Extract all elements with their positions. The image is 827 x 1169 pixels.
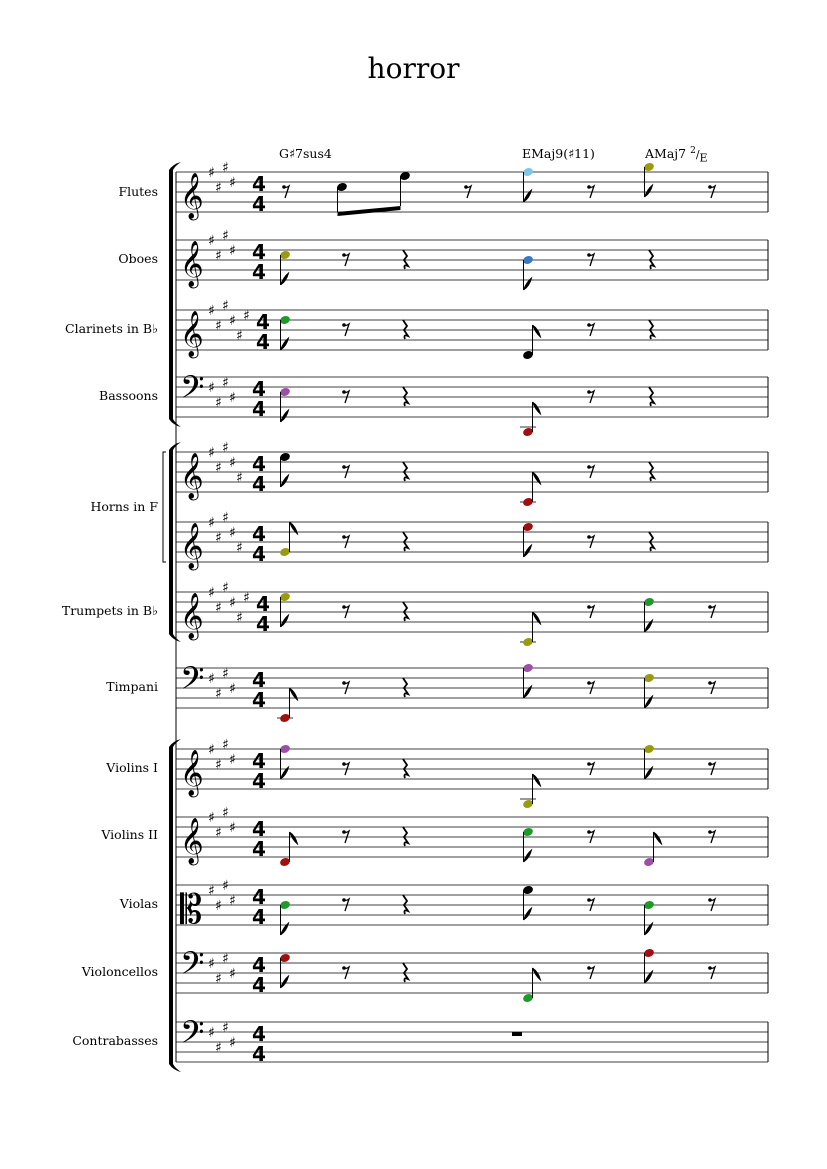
note-flag	[645, 185, 653, 197]
eighth-rest-dot	[587, 830, 591, 834]
eighth-rest-dot	[708, 185, 712, 189]
bracket-strings	[169, 747, 173, 1064]
time-signature-numerator: 4	[252, 522, 266, 546]
eighth-rest-dot	[342, 253, 346, 257]
key-signature-sharp: ♯	[222, 228, 229, 244]
key-signature-sharp: ♯	[222, 580, 229, 596]
bass-clef-icon: 𝄢	[180, 369, 205, 413]
time-signature-denominator: 4	[252, 837, 266, 861]
eighth-rest-dot	[587, 465, 591, 469]
note-beam	[338, 206, 401, 216]
key-signature-sharp: ♯	[236, 540, 243, 556]
treble-clef-icon: 𝄞	[180, 173, 204, 219]
chord-symbol-3: AMaj7 $^2/_E$	[645, 146, 708, 165]
time-signature-denominator: 4	[252, 1042, 266, 1066]
bracket-woodwinds-top	[169, 162, 181, 170]
time-signature-numerator: 4	[252, 172, 266, 196]
key-signature-sharp: ♯	[243, 308, 250, 324]
note-flag	[281, 475, 289, 487]
key-signature-sharp: ♯	[208, 303, 215, 319]
key-signature-sharp: ♯	[229, 752, 236, 768]
quarter-rest	[649, 250, 654, 269]
chord-symbol-3-bass: E	[699, 151, 708, 165]
bracket-woodwinds-bottom	[169, 419, 181, 427]
key-signature-sharp: ♯	[229, 455, 236, 471]
eighth-rest-dot	[282, 185, 286, 189]
eighth-rest-dot	[342, 966, 346, 970]
time-signature-numerator: 4	[252, 885, 266, 909]
key-signature-sharp: ♯	[222, 666, 229, 682]
time-signature-denominator: 4	[256, 330, 270, 354]
bracket-strings-top	[169, 739, 181, 747]
chord-symbol-3-text: AMaj7	[645, 146, 687, 162]
quarter-rest	[403, 462, 408, 481]
key-signature-sharp: ♯	[208, 445, 215, 461]
time-signature-denominator: 4	[252, 542, 266, 566]
eighth-rest-dot	[342, 898, 346, 902]
note-flag	[524, 545, 532, 557]
time-signature-numerator: 4	[252, 240, 266, 264]
time-signature-numerator: 4	[252, 452, 266, 476]
bracket-woodwinds	[169, 170, 173, 419]
key-signature-sharp: ♯	[215, 180, 222, 196]
key-signature-sharp: ♯	[208, 810, 215, 826]
eighth-rest-dot	[464, 185, 468, 189]
key-signature-sharp: ♯	[236, 328, 243, 344]
key-signature-sharp: ♯	[208, 380, 215, 396]
eighth-rest-dot	[587, 681, 591, 685]
note-flag	[533, 774, 541, 786]
time-signature-numerator: 4	[252, 749, 266, 773]
quarter-rest	[403, 759, 408, 778]
eighth-rest-dot	[342, 390, 346, 394]
quarter-rest	[649, 387, 654, 406]
eighth-rest-dot	[587, 185, 591, 189]
time-signature-numerator: 4	[252, 377, 266, 401]
key-signature-sharp: ♯	[229, 966, 236, 982]
bracket-strings-bottom	[169, 1064, 181, 1072]
eighth-rest-dot	[587, 762, 591, 766]
time-signature-denominator: 4	[252, 397, 266, 421]
key-signature-sharp: ♯	[222, 160, 229, 176]
time-signature-numerator: 4	[252, 1022, 266, 1046]
instrument-label-trumpets: Trumpets in B♭	[61, 603, 158, 618]
time-signature-numerator: 4	[252, 953, 266, 977]
chord-symbol-2-text: EMaj9(♯11)	[522, 146, 595, 161]
time-signature-numerator: 4	[252, 668, 266, 692]
eighth-rest-dot	[342, 830, 346, 834]
quarter-rest	[649, 320, 654, 339]
eighth-rest-dot	[708, 762, 712, 766]
note-flag	[533, 402, 541, 414]
eighth-rest-dot	[708, 605, 712, 609]
key-signature-sharp: ♯	[215, 1040, 222, 1056]
instrument-label-horns: Horns in F	[90, 499, 158, 514]
instrument-label-timpani: Timpani	[106, 679, 158, 694]
instrument-label-clarinets: Clarinets in B♭	[65, 321, 158, 336]
key-signature-sharp: ♯	[222, 375, 229, 391]
note-flag	[533, 968, 541, 980]
key-signature-sharp: ♯	[229, 525, 236, 541]
quarter-rest	[403, 320, 408, 339]
eighth-rest-dot	[342, 681, 346, 685]
treble-clef-icon: 𝄞	[180, 818, 204, 864]
time-signature-numerator: 4	[252, 817, 266, 841]
treble-clef-icon: 𝄞	[180, 453, 204, 499]
horns-group-brace	[163, 452, 166, 562]
eighth-rest-dot	[587, 966, 591, 970]
eighth-rest-dot	[587, 535, 591, 539]
instrument-label-contrabasses: Contrabasses	[72, 1033, 158, 1048]
bracket-brass-top	[169, 442, 181, 450]
treble-clef-icon: 𝄞	[180, 241, 204, 287]
key-signature-sharp: ♯	[229, 1035, 236, 1051]
key-signature-sharp: ♯	[215, 757, 222, 773]
eighth-rest-dot	[708, 966, 712, 970]
quarter-rest	[403, 250, 408, 269]
time-signature-denominator: 4	[252, 260, 266, 284]
key-signature-sharp: ♯	[215, 898, 222, 914]
key-signature-sharp: ♯	[208, 515, 215, 531]
key-signature-sharp: ♯	[215, 395, 222, 411]
key-signature-sharp: ♯	[215, 600, 222, 616]
time-signature-denominator: 4	[252, 905, 266, 929]
key-signature-sharp: ♯	[208, 1025, 215, 1041]
eighth-rest-dot	[342, 762, 346, 766]
time-signature-denominator: 4	[252, 769, 266, 793]
key-signature-sharp: ♯	[222, 510, 229, 526]
note-flag	[281, 976, 289, 988]
quarter-rest	[403, 532, 408, 551]
eighth-rest-dot	[587, 898, 591, 902]
alto-clef-icon: 𝄡	[180, 887, 203, 933]
key-signature-sharp: ♯	[229, 595, 236, 611]
time-signature-denominator: 4	[252, 472, 266, 496]
instrument-label-violas: Violas	[119, 896, 158, 911]
key-signature-sharp: ♯	[236, 610, 243, 626]
time-signature-denominator: 4	[252, 973, 266, 997]
time-signature-numerator: 4	[256, 592, 270, 616]
note-flag	[654, 832, 662, 844]
key-signature-sharp: ♯	[215, 318, 222, 334]
key-signature-sharp: ♯	[215, 460, 222, 476]
quarter-rest	[403, 678, 408, 697]
time-signature-denominator: 4	[256, 612, 270, 636]
key-signature-sharp: ♯	[222, 878, 229, 894]
instrument-label-bassoons: Bassoons	[99, 388, 158, 403]
instrument-label-violins-2: Violins II	[101, 827, 158, 842]
eighth-rest-dot	[708, 830, 712, 834]
instrument-label-flutes: Flutes	[118, 184, 158, 199]
instrument-label-violoncellos: Violoncellos	[81, 964, 158, 979]
eighth-rest-dot	[587, 253, 591, 257]
eighth-rest-dot	[587, 323, 591, 327]
treble-clef-icon: 𝄞	[180, 750, 204, 796]
time-signature-numerator: 4	[256, 310, 270, 334]
eighth-rest-dot	[342, 323, 346, 327]
key-signature-sharp: ♯	[208, 165, 215, 181]
key-signature-sharp: ♯	[243, 590, 250, 606]
key-signature-sharp: ♯	[208, 585, 215, 601]
whole-rest	[512, 1032, 522, 1036]
note-flag	[281, 273, 289, 285]
note-flag	[524, 908, 532, 920]
key-signature-sharp: ♯	[208, 956, 215, 972]
key-signature-sharp: ♯	[222, 805, 229, 821]
note-flag	[281, 615, 289, 627]
key-signature-sharp: ♯	[215, 825, 222, 841]
eighth-rest-dot	[587, 390, 591, 394]
note-flag	[290, 832, 298, 844]
key-signature-sharp: ♯	[229, 893, 236, 909]
eighth-rest-dot	[342, 605, 346, 609]
instrument-label-violins-1: Violins I	[106, 760, 158, 775]
eighth-rest-dot	[342, 535, 346, 539]
key-signature-sharp: ♯	[222, 1020, 229, 1036]
quarter-rest	[403, 963, 408, 982]
key-signature-sharp: ♯	[222, 440, 229, 456]
eighth-rest-dot	[708, 898, 712, 902]
bass-clef-icon: 𝄢	[180, 1014, 205, 1058]
key-signature-sharp: ♯	[229, 681, 236, 697]
quarter-rest	[403, 387, 408, 406]
bass-clef-icon: 𝄢	[180, 660, 205, 704]
quarter-rest	[403, 827, 408, 846]
score-title: horror	[367, 52, 460, 85]
quarter-rest	[403, 895, 408, 914]
key-signature-sharp: ♯	[208, 883, 215, 899]
key-signature-sharp: ♯	[229, 390, 236, 406]
note-flag	[281, 410, 289, 422]
note-flag	[524, 850, 532, 862]
key-signature-sharp: ♯	[229, 175, 236, 191]
bracket-brass	[169, 450, 173, 634]
key-signature-sharp: ♯	[229, 313, 236, 329]
eighth-rest-dot	[708, 681, 712, 685]
key-signature-sharp: ♯	[222, 951, 229, 967]
key-signature-sharp: ♯	[208, 671, 215, 687]
quarter-rest	[649, 532, 654, 551]
treble-clef-icon: 𝄞	[180, 311, 204, 357]
key-signature-sharp: ♯	[222, 737, 229, 753]
key-signature-sharp: ♯	[215, 686, 222, 702]
time-signature-denominator: 4	[252, 688, 266, 712]
key-signature-sharp: ♯	[229, 820, 236, 836]
quarter-rest	[403, 602, 408, 621]
key-signature-sharp: ♯	[208, 742, 215, 758]
eighth-rest-dot	[342, 465, 346, 469]
key-signature-sharp: ♯	[222, 298, 229, 314]
instrument-label-oboes: Oboes	[118, 251, 158, 266]
chord-symbol-3-sup: 2	[690, 146, 696, 156]
eighth-rest-dot	[587, 605, 591, 609]
quarter-rest	[649, 462, 654, 481]
note-flag	[533, 325, 541, 337]
key-signature-sharp: ♯	[236, 470, 243, 486]
key-signature-sharp: ♯	[215, 530, 222, 546]
time-signature-denominator: 4	[252, 192, 266, 216]
key-signature-sharp: ♯	[208, 233, 215, 249]
bass-clef-icon: 𝄢	[180, 945, 205, 989]
treble-clef-icon: 𝄞	[180, 593, 204, 639]
key-signature-sharp: ♯	[215, 971, 222, 987]
chord-symbol-1-text: G♯7sus4	[279, 146, 332, 161]
key-signature-sharp: ♯	[229, 243, 236, 259]
treble-clef-icon: 𝄞	[180, 523, 204, 569]
key-signature-sharp: ♯	[215, 248, 222, 264]
